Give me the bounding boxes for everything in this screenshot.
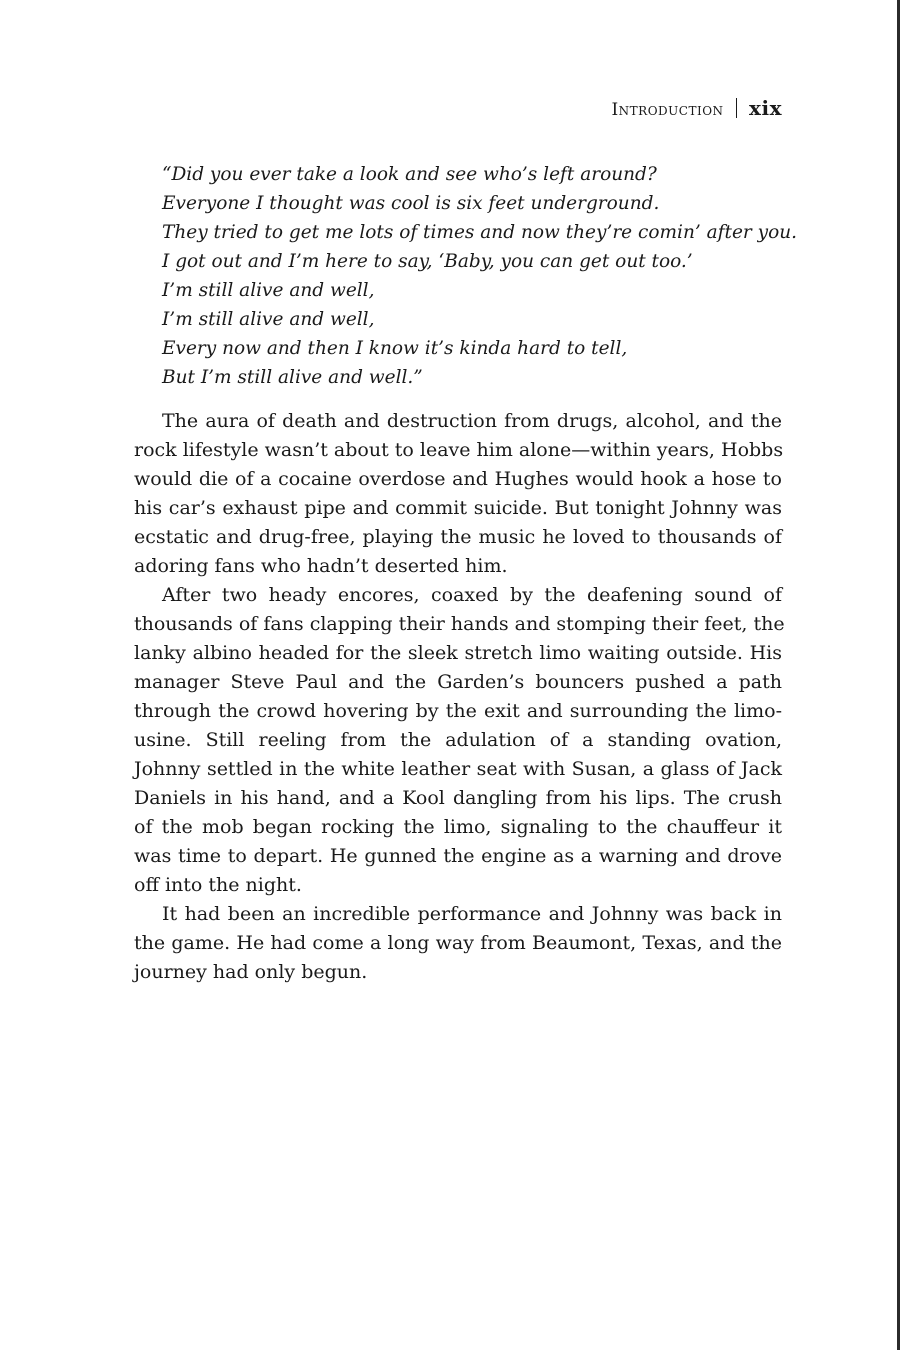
text-line: through the crowd hovering by the exit and surrounding the limo-: [134, 700, 782, 722]
text-line: thousands of fans clapping their hands and stomping their feet, the: [134, 613, 785, 635]
header-divider: [736, 98, 738, 118]
lyric-line: Everyone I thought was cool is six feet underground.: [162, 193, 660, 214]
text-line: his car’s exhaust pipe and commit suicide. But tonight Johnny was: [134, 497, 782, 519]
paragraph-1: [134, 407, 782, 581]
text-line: manager Steve Paul and the Garden’s bouncers pushed a path: [134, 671, 782, 693]
text-line: The aura of death and destruction from drugs, alcohol, and the: [162, 410, 782, 432]
lyric-line: “Did you ever take a look and see who’s left around?: [162, 164, 657, 185]
running-head: [611, 96, 782, 120]
text-line: would die of a cocaine overdose and Hughes would hook a hose to: [134, 468, 782, 490]
text-line: the game. He had come a long way from Beaumont, Texas, and the: [134, 932, 782, 954]
body-text: [134, 407, 785, 987]
paragraph-3: [134, 900, 782, 987]
text-line: ecstatic and drug-free, playing the music he loved to thousands of: [134, 526, 782, 548]
lyric-line: I got out and I’m here to say, ‘Baby, you can get out too.’: [162, 251, 693, 272]
text-line: off into the night.: [134, 874, 302, 896]
lyric-line: Every now and then I know it’s kinda hard to tell,: [162, 338, 628, 359]
text-line: journey had only begun.: [134, 961, 368, 983]
lyric-line: I’m still alive and well,: [162, 280, 375, 301]
text-line: adoring fans who hadn’t deserted him.: [134, 555, 508, 577]
text-line: was time to depart. He gunned the engine as a warning and drove: [134, 845, 782, 867]
text-line: It had been an incredible performance and Johnny was back in: [162, 903, 782, 925]
text-line: Johnny settled in the white leather seat with Susan, a glass of Jack: [134, 758, 782, 780]
text-line: of the mob began rocking the limo, signaling to the chauffeur it: [134, 816, 782, 838]
text-line: rock lifestyle wasn’t about to leave him alone—within years, Hobbs: [134, 439, 784, 461]
song-lyrics-epigraph: [162, 160, 798, 392]
text-line: usine. Still reeling from the adulation of a standing ovation,: [134, 729, 782, 751]
section-title: Introduction: [611, 100, 724, 120]
text-line: lanky albino headed for the sleek stretch limo waiting outside. His: [134, 642, 782, 664]
lyric-line: I’m still alive and well,: [162, 309, 375, 330]
lyric-line: They tried to get me lots of times and now they’re comin’ after you.: [162, 222, 798, 243]
lyric-line: But I’m still alive and well.”: [162, 367, 423, 388]
text-line: Daniels in his hand, and a Kool dangling from his lips. The crush: [134, 787, 782, 809]
text-line: After two heady encores, coaxed by the deafening sound of: [162, 584, 782, 606]
page-number: xix: [749, 96, 782, 120]
paragraph-2: [134, 581, 785, 900]
